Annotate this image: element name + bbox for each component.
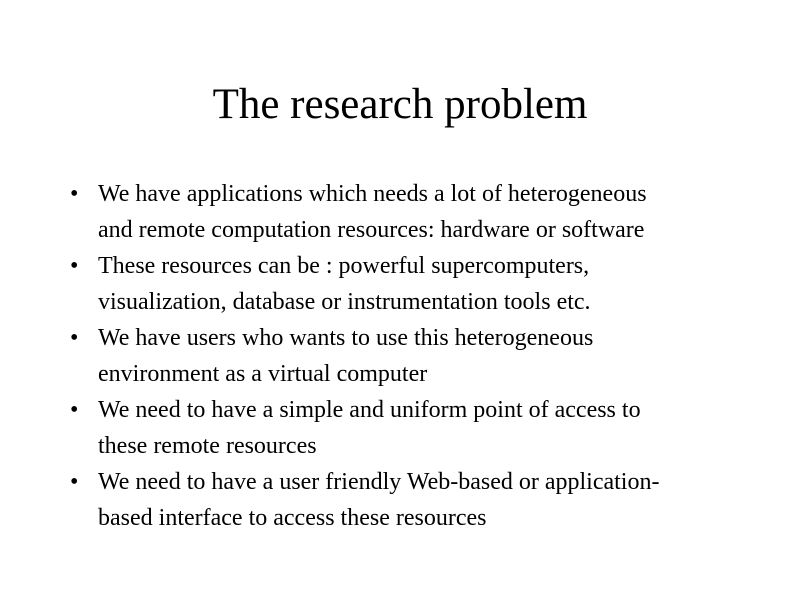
bullet-item — [70, 176, 770, 248]
bullet-text-line: these remote resources — [98, 433, 317, 459]
bullet-text-line: We need to have a simple and uniform point of access to — [98, 397, 641, 423]
bullet-item — [70, 464, 770, 536]
bullet-icon: • — [70, 397, 79, 423]
bullet-text-line: We need to have a user friendly Web-based or application- — [98, 469, 660, 495]
bullet-text-line: We have users who wants to use this heterogeneous — [98, 325, 594, 351]
bullet-icon: • — [70, 181, 79, 207]
bullet-text-line: We have applications which needs a lot of heterogeneous — [98, 181, 647, 207]
bullet-icon: • — [70, 325, 79, 351]
bullet-text-line: These resources can be : powerful supercomputers, — [98, 253, 590, 279]
bullet-icon: • — [70, 253, 79, 279]
bullet-icon: • — [70, 469, 79, 495]
bullet-text-line: visualization, database or instrumentation tools etc. — [98, 289, 591, 315]
bullet-item — [70, 320, 770, 392]
bullet-text-line: based interface to access these resources — [98, 505, 487, 531]
bullet-text-line: environment as a virtual computer — [98, 361, 428, 387]
bullet-list — [70, 176, 770, 536]
bullet-item — [70, 392, 770, 464]
slide-title: The research problem — [212, 81, 588, 128]
bullet-item — [70, 248, 770, 320]
bullet-text-line: and remote computation resources: hardware or software — [98, 217, 645, 243]
